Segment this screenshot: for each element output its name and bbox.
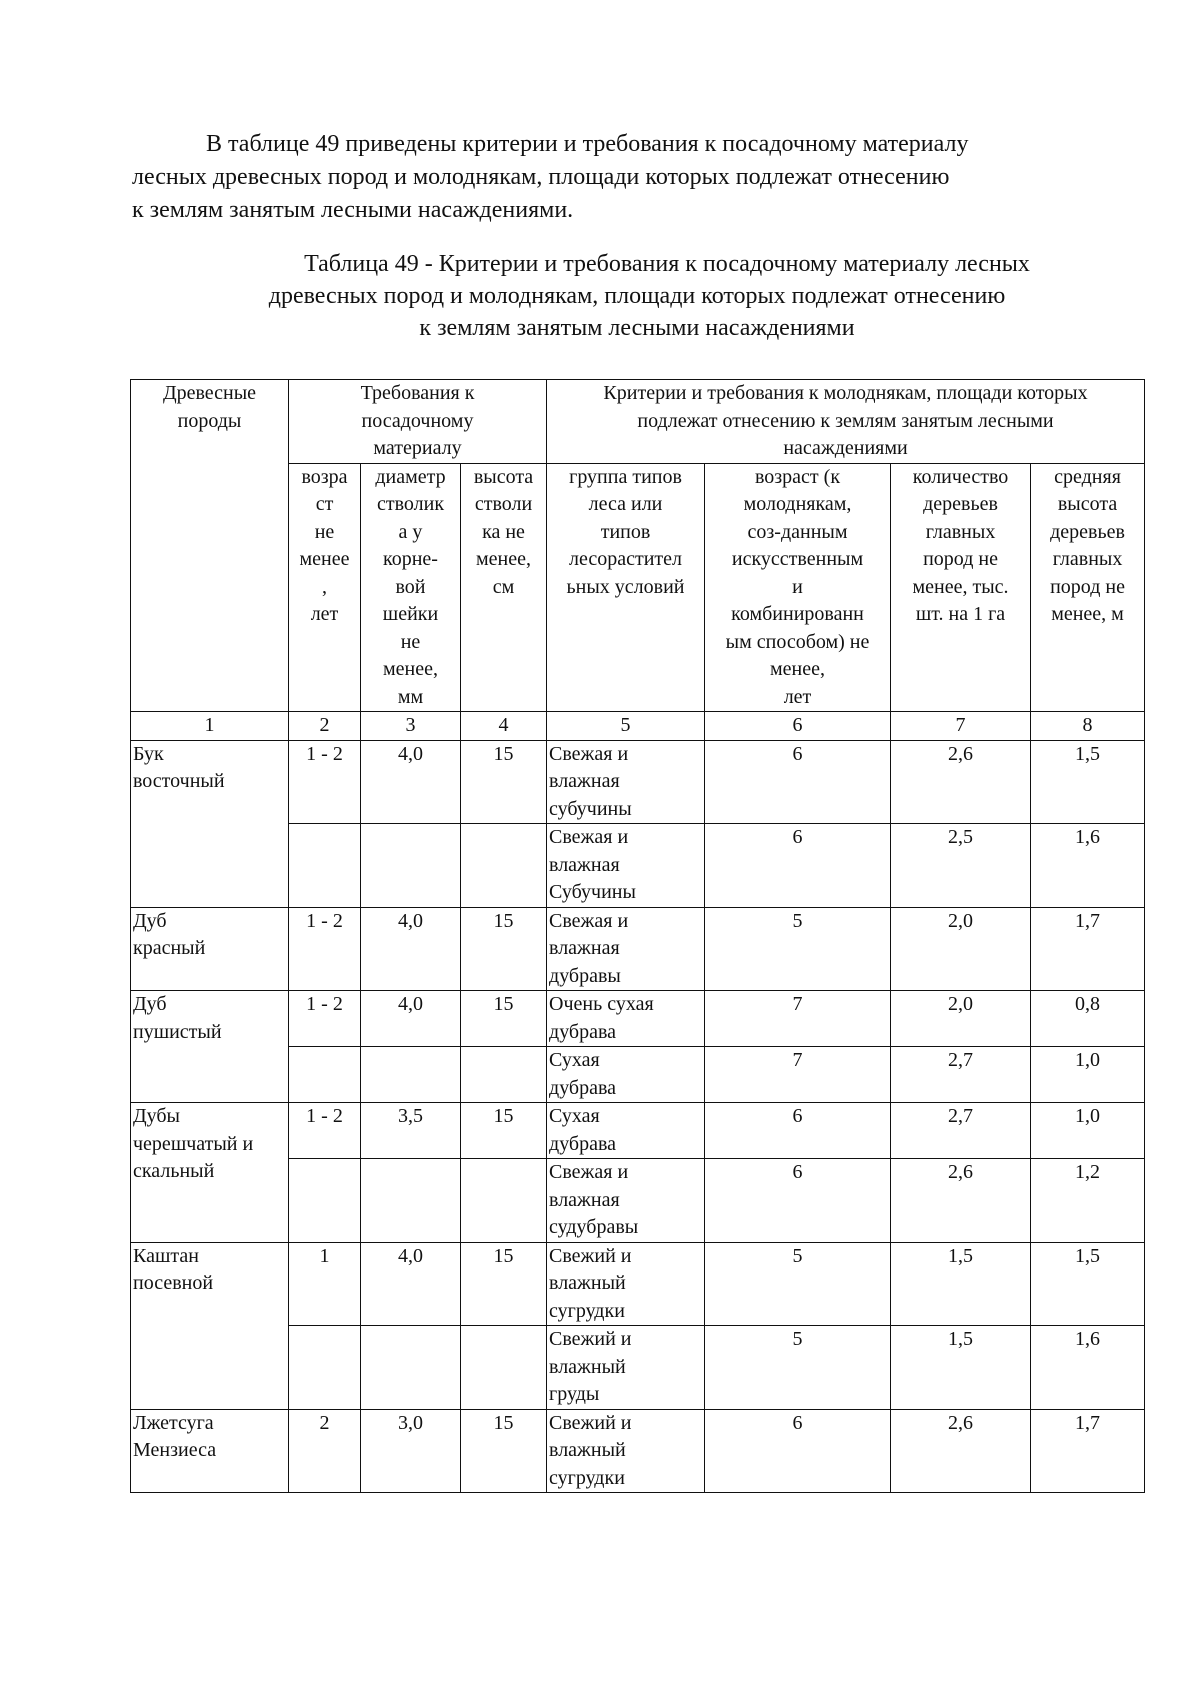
- header-subcolumn-line: вой: [395, 575, 426, 598]
- header-young-line: подлежат отнесению к землям занятым лесными: [637, 409, 1054, 432]
- caption-line: к землям занятым лесными насаждениями: [419, 315, 855, 341]
- young-age-cell: 6: [705, 1159, 891, 1243]
- header-subcolumn-line: возраст (к: [754, 465, 841, 488]
- age-cell: 1 - 2: [289, 907, 361, 991]
- header-subcolumn-line: менее,: [383, 658, 438, 680]
- tree-count-cell: 2,0: [891, 991, 1031, 1047]
- header-planting-line: посадочному: [361, 409, 474, 432]
- tree-count-cell: 2,7: [891, 1103, 1031, 1159]
- forest-type-line: влажная: [549, 770, 620, 792]
- species-name-line: Бук: [133, 742, 164, 765]
- forest-type-line: дубрава: [549, 1020, 617, 1043]
- forest-type-line: влажный: [549, 1439, 626, 1461]
- header-subcolumn-line: лет: [783, 685, 812, 708]
- column-number: 4: [461, 712, 547, 741]
- diameter-cell: 4,0: [361, 740, 461, 824]
- forest-type-line: дубрава: [549, 1132, 617, 1155]
- header-subcolumn-line: менее, тыс.: [912, 575, 1009, 598]
- header-subcolumn-line: а у: [398, 520, 423, 543]
- header-subcolumn-line: молоднякам,: [743, 493, 852, 515]
- avg-height-cell: 1,6: [1031, 824, 1145, 908]
- header-species-line: породы: [177, 409, 242, 432]
- forest-type-cell: [547, 907, 705, 991]
- header-subcolumn: [705, 463, 891, 712]
- species-name-line: восточный: [133, 770, 225, 792]
- header-subcolumn: [547, 463, 705, 712]
- forest-type-line: субучины: [549, 797, 632, 820]
- age-cell: [289, 824, 361, 908]
- table-row: [131, 1242, 1145, 1326]
- forest-type-cell: [547, 1047, 705, 1103]
- species-cell: [131, 991, 289, 1103]
- young-age-cell: 6: [705, 1409, 891, 1493]
- intro-line: к землям занятым лесными насаждениями.: [132, 197, 574, 223]
- young-age-cell: 6: [705, 740, 891, 824]
- species-cell: [131, 907, 289, 991]
- forest-type-line: Свежая и: [549, 826, 629, 848]
- species-cell: [131, 740, 289, 907]
- young-age-cell: 6: [705, 824, 891, 908]
- avg-height-cell: 1,0: [1031, 1103, 1145, 1159]
- diameter-cell: [361, 1326, 461, 1410]
- forest-type-line: влажная: [549, 937, 620, 959]
- intro-line: В таблице 49 приведены критерии и требования к посадочному материалу: [206, 131, 969, 157]
- diameter-cell: 4,0: [361, 1242, 461, 1326]
- column-number: 7: [891, 712, 1031, 741]
- header-subcolumn-line: мм: [397, 685, 424, 708]
- header-young-line: насаждениями: [783, 437, 908, 459]
- forest-type-line: Очень сухая: [549, 993, 654, 1015]
- header-row-groups: [131, 380, 1145, 464]
- criteria-table: [130, 379, 1145, 1493]
- height-cell: 15: [461, 1103, 547, 1159]
- forest-type-line: Субучины: [549, 881, 636, 903]
- header-subcolumn-line: ст: [315, 493, 334, 515]
- species-name-line: Дубы: [133, 1105, 180, 1127]
- height-cell: [461, 1047, 547, 1103]
- diameter-cell: 4,0: [361, 907, 461, 991]
- table-row: [131, 991, 1145, 1047]
- height-cell: [461, 824, 547, 908]
- age-cell: 1 - 2: [289, 991, 361, 1047]
- forest-type-line: Сухая: [549, 1049, 600, 1071]
- age-cell: [289, 1326, 361, 1410]
- caption-line: древесных пород и молоднякам, площади которых подлежат отнесению: [268, 283, 1006, 309]
- forest-type-line: Свежий и: [549, 1328, 632, 1350]
- avg-height-cell: 1,5: [1031, 740, 1145, 824]
- young-age-cell: 5: [705, 1242, 891, 1326]
- species-name-line: Мензиеса: [133, 1439, 217, 1461]
- header-subcolumn-line: менее,: [770, 658, 826, 680]
- avg-height-cell: 1,6: [1031, 1326, 1145, 1410]
- height-cell: 15: [461, 740, 547, 824]
- forest-type-line: влажная: [549, 853, 620, 876]
- header-subcolumn-line: лесорастител: [569, 548, 683, 570]
- species-name-line: Каштан: [133, 1244, 199, 1267]
- forest-type-line: Свежая и: [549, 1161, 629, 1183]
- species-cell: [131, 1103, 289, 1243]
- forest-type-line: Свежая и: [549, 742, 629, 765]
- avg-height-cell: 1,7: [1031, 907, 1145, 991]
- table-row: [131, 740, 1145, 824]
- forest-type-line: сугрудки: [549, 1466, 625, 1489]
- header-subcolumn-line: корне-: [383, 548, 438, 570]
- header-subcolumn: [891, 463, 1031, 712]
- young-age-cell: 7: [705, 1047, 891, 1103]
- forest-type-line: влажная: [549, 1188, 620, 1211]
- header-subcolumn-line: ым способом) не: [725, 630, 870, 653]
- header-subcolumn: [289, 463, 361, 712]
- header-subcolumn-line: искусственным: [731, 548, 864, 570]
- intro-paragraph: [132, 128, 1142, 227]
- header-subcolumn-line: лет: [310, 603, 339, 625]
- header-subcolumn-line: ьных условий: [566, 575, 685, 598]
- header-subcolumn-line: не: [314, 520, 335, 543]
- header-young-stands: [547, 380, 1145, 464]
- avg-height-cell: 1,5: [1031, 1242, 1145, 1326]
- header-subcolumn-line: леса или: [588, 493, 663, 515]
- height-cell: 15: [461, 1409, 547, 1493]
- species-name-line: посевной: [133, 1272, 214, 1294]
- table-row: [131, 1103, 1145, 1159]
- tree-count-cell: 1,5: [891, 1242, 1031, 1326]
- species-cell: [131, 1409, 289, 1493]
- young-age-cell: 7: [705, 991, 891, 1047]
- header-subcolumn: [361, 463, 461, 712]
- forest-type-cell: [547, 1409, 705, 1493]
- age-cell: 1 - 2: [289, 1103, 361, 1159]
- forest-type-cell: [547, 1103, 705, 1159]
- header-row-numbers: [131, 712, 1145, 741]
- height-cell: 15: [461, 991, 547, 1047]
- header-subcolumn-line: высота: [473, 465, 534, 488]
- avg-height-cell: 0,8: [1031, 991, 1145, 1047]
- tree-count-cell: 2,0: [891, 907, 1031, 991]
- header-subcolumn-line: см: [492, 575, 515, 598]
- header-subcolumn-line: ка не: [482, 520, 525, 543]
- forest-type-cell: [547, 1242, 705, 1326]
- header-subcolumn-line: менее,: [476, 548, 531, 570]
- forest-type-line: влажный: [549, 1272, 626, 1294]
- table-row: [131, 907, 1145, 991]
- age-cell: [289, 1047, 361, 1103]
- age-cell: 1: [289, 1242, 361, 1326]
- forest-type-line: груды: [549, 1383, 600, 1405]
- young-age-cell: 5: [705, 907, 891, 991]
- diameter-cell: 4,0: [361, 991, 461, 1047]
- age-cell: 2: [289, 1409, 361, 1493]
- forest-type-line: сугрудки: [549, 1299, 625, 1322]
- header-subcolumn-line: соз-данным: [747, 520, 848, 543]
- header-planting-line: Требования к: [360, 382, 475, 404]
- header-subcolumn-line: менее, м: [1051, 603, 1124, 625]
- tree-count-cell: 2,6: [891, 740, 1031, 824]
- height-cell: 15: [461, 907, 547, 991]
- header-young-line: Критерии и требования к молоднякам, площади которых: [603, 382, 1088, 404]
- species-name-line: Дуб: [133, 909, 167, 932]
- header-subcolumn-line: средняя: [1054, 465, 1121, 488]
- avg-height-cell: 1,0: [1031, 1047, 1145, 1103]
- header-species-line: Древесные: [162, 382, 257, 404]
- forest-type-line: Свежий и: [549, 1411, 632, 1434]
- diameter-cell: 3,0: [361, 1409, 461, 1493]
- species-name-line: черешчатый и: [133, 1132, 254, 1155]
- tree-count-cell: 2,7: [891, 1047, 1031, 1103]
- tree-count-cell: 2,6: [891, 1159, 1031, 1243]
- tree-count-cell: 2,5: [891, 824, 1031, 908]
- header-subcolumn: [461, 463, 547, 712]
- header-subcolumn-line: ,: [322, 575, 327, 598]
- forest-type-line: судубравы: [549, 1216, 639, 1238]
- table-caption: [132, 248, 1142, 344]
- header-subcolumn-line: главных: [925, 520, 996, 543]
- forest-type-cell: [547, 1326, 705, 1410]
- header-subcolumn-line: шейки: [382, 603, 439, 625]
- young-age-cell: 5: [705, 1326, 891, 1410]
- height-cell: [461, 1159, 547, 1243]
- header-subcolumn-line: диаметр: [375, 465, 446, 488]
- header-subcolumn-line: группа типов: [569, 465, 682, 488]
- header-species: [131, 380, 289, 712]
- header-subcolumn-line: типов: [600, 520, 651, 543]
- species-name-line: скальный: [133, 1160, 215, 1182]
- header-planting-material: [289, 380, 547, 464]
- caption-line: Таблица 49 - Критерии и требования к посадочному материалу лесных: [304, 251, 1030, 277]
- header-subcolumn-line: комбинированн: [731, 603, 864, 625]
- header-subcolumn-line: главных: [1052, 548, 1123, 570]
- column-number: 3: [361, 712, 461, 741]
- intro-line: лесных древесных пород и молоднякам, площади которых подлежат отнесению: [132, 164, 950, 190]
- forest-type-cell: [547, 740, 705, 824]
- forest-type-line: Свежая и: [549, 909, 629, 932]
- forest-type-line: Сухая: [549, 1105, 600, 1127]
- age-cell: 1 - 2: [289, 740, 361, 824]
- species-name-line: Дуб: [133, 993, 167, 1015]
- column-number: 1: [131, 712, 289, 741]
- forest-type-cell: [547, 824, 705, 908]
- header-subcolumn-line: шт. на 1 га: [915, 603, 1006, 625]
- species-cell: [131, 1242, 289, 1409]
- height-cell: 15: [461, 1242, 547, 1326]
- tree-count-cell: 1,5: [891, 1326, 1031, 1410]
- age-cell: [289, 1159, 361, 1243]
- header-subcolumn-line: стволик: [376, 493, 445, 515]
- header-subcolumn-line: не: [400, 630, 421, 653]
- avg-height-cell: 1,2: [1031, 1159, 1145, 1243]
- diameter-cell: [361, 1159, 461, 1243]
- header-subcolumn-line: количество: [912, 465, 1009, 488]
- forest-type-line: дубравы: [549, 964, 621, 987]
- forest-type-cell: [547, 1159, 705, 1243]
- diameter-cell: [361, 824, 461, 908]
- species-name-line: Лжетсуга: [133, 1411, 214, 1434]
- diameter-cell: [361, 1047, 461, 1103]
- header-subcolumn-line: деревьев: [1050, 520, 1125, 543]
- height-cell: [461, 1326, 547, 1410]
- header-subcolumn-line: стволи: [474, 493, 533, 515]
- column-number: 5: [547, 712, 705, 741]
- forest-type-cell: [547, 991, 705, 1047]
- header-subcolumn-line: высота: [1057, 493, 1118, 515]
- header-subcolumn-line: возра: [301, 465, 348, 488]
- header-subcolumn-line: пород не: [923, 548, 998, 570]
- forest-type-line: дубрава: [549, 1076, 617, 1099]
- tree-count-cell: 2,6: [891, 1409, 1031, 1493]
- header-subcolumn-line: и: [792, 575, 803, 598]
- column-number: 8: [1031, 712, 1145, 741]
- young-age-cell: 6: [705, 1103, 891, 1159]
- forest-type-line: влажный: [549, 1355, 626, 1378]
- header-subcolumn: [1031, 463, 1145, 712]
- diameter-cell: 3,5: [361, 1103, 461, 1159]
- avg-height-cell: 1,7: [1031, 1409, 1145, 1493]
- forest-type-line: Свежий и: [549, 1244, 632, 1267]
- column-number: 6: [705, 712, 891, 741]
- header-subcolumn-line: пород не: [1050, 575, 1125, 598]
- table-row: [131, 1409, 1145, 1493]
- header-subcolumn-line: деревьев: [923, 493, 998, 515]
- species-name-line: красный: [133, 937, 206, 959]
- column-number: 2: [289, 712, 361, 741]
- header-subcolumn-line: менее: [299, 548, 350, 570]
- header-planting-line: материалу: [373, 437, 462, 459]
- species-name-line: пушистый: [133, 1020, 222, 1043]
